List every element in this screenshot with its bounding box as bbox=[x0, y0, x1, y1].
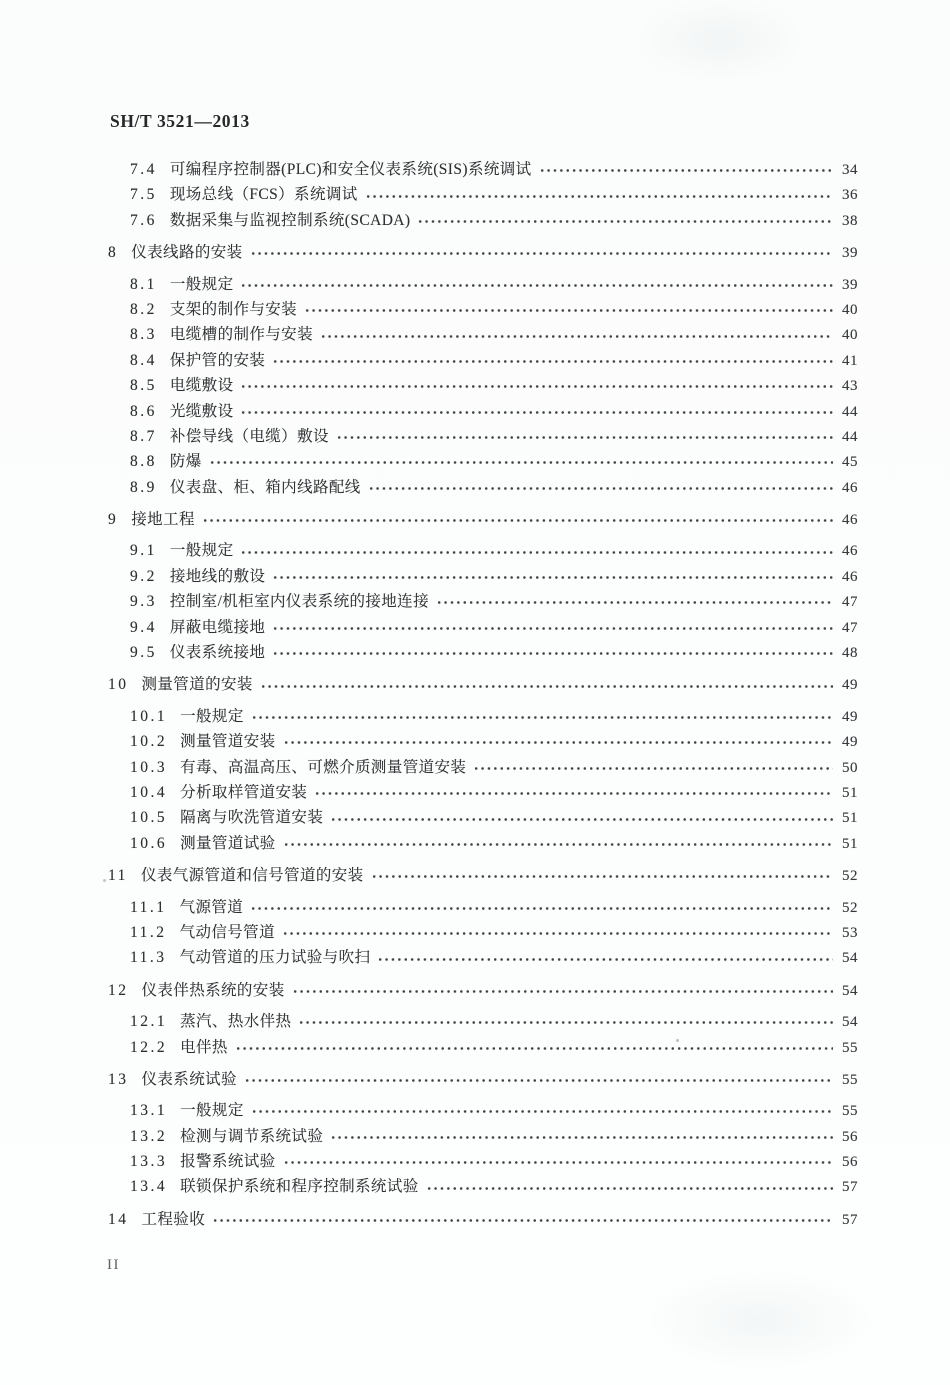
toc-entry-title: 光缆敷设 bbox=[169, 402, 234, 420]
page-number: II bbox=[107, 1257, 120, 1273]
toc-entry-page: 46 bbox=[842, 568, 858, 585]
toc-entry-title: 电缆敷设 bbox=[169, 377, 234, 395]
toc-entry-number: 11 bbox=[108, 867, 128, 885]
toc-entry-title: 检测与调节系统试验 bbox=[180, 1127, 324, 1145]
toc-entry-page: 47 bbox=[842, 619, 858, 636]
toc-entry-page: 56 bbox=[842, 1154, 858, 1171]
dot-leader bbox=[272, 625, 833, 632]
dot-leader bbox=[240, 409, 833, 416]
toc-entry-page: 41 bbox=[842, 352, 858, 369]
toc-entry bbox=[108, 507, 858, 532]
dot-leader bbox=[250, 905, 833, 912]
toc-entry-page: 38 bbox=[842, 212, 858, 229]
toc-entry-page: 34 bbox=[842, 162, 858, 178]
dot-leader bbox=[330, 816, 833, 823]
toc-entry bbox=[108, 589, 858, 614]
toc-entry-title: 保护管的安装 bbox=[169, 351, 266, 369]
dot-leader bbox=[368, 485, 833, 492]
toc-entry bbox=[108, 157, 858, 182]
toc-list bbox=[108, 157, 858, 1238]
toc-entry-number: 10.5 bbox=[130, 809, 168, 827]
document-standard-number: SH/T 3521—2013 bbox=[110, 111, 250, 131]
dot-leader bbox=[212, 1217, 833, 1224]
toc-entry-page: 57 bbox=[842, 1211, 858, 1228]
toc-entry-title: 接地工程 bbox=[131, 511, 195, 529]
toc-entry-title: 防爆 bbox=[169, 453, 202, 471]
toc-entry-page: 46 bbox=[842, 543, 858, 560]
toc-entry bbox=[108, 895, 858, 920]
toc-entry bbox=[108, 1035, 858, 1060]
toc-entry bbox=[108, 945, 858, 970]
toc-entry-number: 10.2 bbox=[130, 733, 168, 751]
toc-entry-title: 气动管道的压力试验与吹扫 bbox=[179, 949, 371, 967]
dot-leader bbox=[320, 333, 833, 340]
dot-leader bbox=[473, 765, 833, 772]
toc-entry-title: 数据采集与监视控制系统(SCADA) bbox=[169, 211, 411, 229]
toc-entry-title: 工程验收 bbox=[141, 1210, 206, 1228]
toc-entry bbox=[108, 272, 858, 297]
toc-entry-title: 屏蔽电缆接地 bbox=[169, 618, 266, 636]
toc-entry bbox=[108, 399, 858, 424]
toc-entry-title: 仪表系统试验 bbox=[141, 1070, 237, 1088]
toc-entry bbox=[108, 322, 858, 347]
toc-entry-title: 仪表气源管道和信号管道的安装 bbox=[140, 867, 364, 885]
toc-entry-number: 8.3 bbox=[130, 326, 157, 344]
dot-leader bbox=[292, 988, 833, 995]
toc-entry-page: 48 bbox=[842, 645, 858, 662]
toc-entry bbox=[108, 831, 858, 856]
toc-entry-title: 气源管道 bbox=[179, 898, 244, 916]
toc-entry-number: 10 bbox=[108, 676, 129, 694]
dot-leader bbox=[371, 873, 833, 880]
toc-entry-number: 12 bbox=[108, 981, 129, 999]
toc-entry-number: 13 bbox=[108, 1070, 129, 1088]
toc-entry-title: 仪表盘、柜、箱内线路配线 bbox=[169, 478, 361, 496]
dot-leader bbox=[202, 517, 833, 524]
toc-entry bbox=[108, 424, 858, 449]
toc-entry-page: 55 bbox=[842, 1039, 858, 1056]
toc-entry-number: 7.4 bbox=[130, 161, 157, 178]
toc-entry-title: 气动信号管道 bbox=[179, 923, 275, 941]
dot-leader bbox=[282, 930, 833, 937]
toc-entry-title: 接地线的敷设 bbox=[169, 567, 266, 585]
dot-leader bbox=[417, 218, 833, 225]
toc-entry-number: 9.2 bbox=[130, 567, 157, 585]
dot-leader bbox=[251, 714, 833, 721]
toc-entry-title: 控制室/机柜室内仪表系统的接地连接 bbox=[169, 593, 429, 611]
toc-entry-title: 分析取样管道安装 bbox=[180, 783, 308, 801]
toc-entry-number: 14 bbox=[108, 1210, 129, 1228]
scan-speck bbox=[103, 879, 106, 882]
toc-entry-page: 54 bbox=[842, 1014, 858, 1031]
dot-leader bbox=[365, 193, 833, 200]
toc-entry-title: 补偿导线（电缆）敷设 bbox=[169, 427, 329, 445]
toc-entry bbox=[108, 1149, 858, 1174]
dot-leader bbox=[235, 1045, 833, 1052]
toc-entry bbox=[108, 780, 858, 805]
toc-entry bbox=[108, 640, 858, 665]
toc-entry-page: 55 bbox=[842, 1103, 858, 1120]
toc-entry-number: 9 bbox=[108, 511, 119, 529]
toc-entry bbox=[108, 564, 858, 589]
dot-leader bbox=[240, 383, 833, 390]
toc-entry-page: 49 bbox=[842, 734, 858, 751]
scan-speck bbox=[676, 1039, 679, 1042]
dot-leader bbox=[283, 739, 833, 746]
toc-entry-title: 仪表线路的安装 bbox=[131, 244, 243, 262]
toc-entry-page: 39 bbox=[842, 245, 858, 262]
toc-entry bbox=[108, 475, 858, 500]
toc-entry-page: 54 bbox=[842, 950, 858, 967]
toc-entry-page: 43 bbox=[842, 378, 858, 395]
toc-entry-page: 39 bbox=[842, 276, 858, 293]
toc-entry-title: 仪表伴热系统的安装 bbox=[141, 981, 285, 999]
toc-entry-title: 现场总线（FCS）系统调试 bbox=[169, 186, 358, 204]
toc-entry-title: 支架的制作与安装 bbox=[169, 300, 298, 318]
toc-entry-number: 10.3 bbox=[130, 758, 168, 776]
toc-entry-number: 11.3 bbox=[130, 949, 167, 967]
toc-entry-title: 一般规定 bbox=[169, 275, 234, 293]
toc-entry-title: 电缆槽的制作与安装 bbox=[169, 326, 313, 344]
toc-entry bbox=[108, 672, 858, 697]
toc-entry-number: 13.2 bbox=[130, 1127, 168, 1145]
toc-entry-number: 8.1 bbox=[130, 275, 157, 293]
toc-entry-page: 40 bbox=[842, 301, 858, 318]
toc-entry-title: 有毒、高温高压、可燃介质测量管道安装 bbox=[180, 758, 467, 776]
toc-entry-number: 9.3 bbox=[130, 593, 157, 611]
toc-entry-number: 8.7 bbox=[130, 427, 157, 445]
dot-leader bbox=[539, 167, 833, 174]
toc-entry-page: 45 bbox=[842, 454, 858, 471]
toc-entry-page: 51 bbox=[842, 810, 858, 827]
toc-entry bbox=[108, 1067, 858, 1092]
toc-entry-title: 蒸汽、热水伴热 bbox=[180, 1013, 292, 1031]
dot-leader bbox=[240, 282, 833, 289]
toc-entry bbox=[108, 978, 858, 1003]
toc-entry-number: 10.1 bbox=[130, 707, 168, 725]
toc-entry bbox=[108, 805, 858, 830]
toc-entry-page: 56 bbox=[842, 1128, 858, 1145]
toc-entry bbox=[108, 297, 858, 322]
toc-entry-page: 49 bbox=[842, 708, 858, 725]
toc-entry-title: 测量管道的安装 bbox=[141, 676, 253, 694]
toc-entry-title: 一般规定 bbox=[180, 1102, 244, 1120]
toc-entry-page: 36 bbox=[842, 187, 858, 204]
toc-entry-number: 10.6 bbox=[130, 834, 168, 852]
dot-leader bbox=[260, 683, 833, 690]
toc-entry bbox=[108, 615, 858, 640]
toc-entry-title: 测量管道安装 bbox=[180, 733, 276, 751]
toc-entry-number: 8.5 bbox=[130, 377, 157, 395]
toc-entry-page: 54 bbox=[842, 982, 858, 999]
dot-leader bbox=[272, 574, 833, 581]
dot-leader bbox=[377, 956, 833, 963]
toc-entry bbox=[108, 208, 858, 233]
dot-leader bbox=[250, 250, 833, 257]
dot-leader bbox=[426, 1185, 833, 1192]
toc-entry-title: 测量管道试验 bbox=[180, 834, 276, 852]
toc-entry-number: 8.8 bbox=[130, 453, 157, 471]
dot-leader bbox=[304, 307, 833, 314]
toc-entry-number: 8.6 bbox=[130, 402, 157, 420]
toc-entry-number: 8.4 bbox=[130, 351, 157, 369]
toc-entry-page: 52 bbox=[842, 899, 858, 916]
toc-entry-number: 9.5 bbox=[130, 644, 157, 662]
toc-entry-number: 7.6 bbox=[130, 211, 157, 229]
toc-entry-page: 40 bbox=[842, 327, 858, 344]
toc-entry-page: 44 bbox=[842, 428, 858, 445]
toc-entry-title: 一般规定 bbox=[169, 542, 234, 560]
toc-entry-number: 10.4 bbox=[130, 783, 168, 801]
toc-entry-page: 57 bbox=[842, 1179, 858, 1196]
toc-entry-page: 47 bbox=[842, 594, 858, 611]
toc-entry-page: 51 bbox=[842, 835, 858, 852]
toc-entry-number: 12.2 bbox=[130, 1038, 168, 1056]
toc-entry-page: 46 bbox=[842, 479, 858, 496]
toc-entry-page: 51 bbox=[842, 784, 858, 801]
dot-leader bbox=[283, 1159, 833, 1166]
toc-entry-title: 一般规定 bbox=[180, 707, 244, 725]
dot-leader bbox=[272, 358, 833, 365]
toc-entry-page: 55 bbox=[842, 1071, 858, 1088]
toc-entry-number: 11.2 bbox=[130, 923, 167, 941]
toc-entry-number: 8.9 bbox=[130, 478, 157, 496]
toc-entry bbox=[108, 373, 858, 398]
toc-entry bbox=[108, 449, 858, 474]
toc-entry-number: 11.1 bbox=[130, 898, 167, 916]
toc-entry-number: 12.1 bbox=[130, 1013, 168, 1031]
toc-entry-page: 49 bbox=[842, 677, 858, 694]
toc-entry bbox=[108, 182, 858, 207]
dot-leader bbox=[314, 790, 833, 797]
dot-leader bbox=[244, 1077, 833, 1084]
toc-entry bbox=[108, 1124, 858, 1149]
toc-entry-page: 46 bbox=[842, 512, 858, 529]
toc-entry bbox=[108, 755, 858, 780]
toc-entry bbox=[108, 863, 858, 888]
dot-leader bbox=[240, 549, 833, 556]
dot-leader bbox=[436, 599, 833, 606]
dot-leader bbox=[251, 1108, 833, 1115]
toc-entry-page: 50 bbox=[842, 759, 858, 776]
toc-entry-number: 9.1 bbox=[130, 542, 157, 560]
toc-entry bbox=[108, 920, 858, 945]
toc-entry-number: 8.2 bbox=[130, 300, 157, 318]
toc-entry bbox=[108, 704, 858, 729]
toc-entry-title: 仪表系统接地 bbox=[169, 644, 266, 662]
toc-entry-number: 13.1 bbox=[130, 1102, 168, 1120]
toc-entry-title: 电伴热 bbox=[180, 1038, 228, 1056]
dot-leader bbox=[272, 650, 833, 657]
toc-entry bbox=[108, 1098, 858, 1123]
toc-entry-number: 13.3 bbox=[130, 1153, 168, 1171]
toc-entry bbox=[108, 1207, 858, 1232]
toc-entry-page: 52 bbox=[842, 868, 858, 885]
toc-entry-title: 可编程序控制器(PLC)和安全仪表系统(SIS)系统调试 bbox=[169, 161, 532, 178]
toc-entry-number: 7.5 bbox=[130, 186, 157, 204]
toc-entry bbox=[108, 240, 858, 265]
toc-entry-page: 44 bbox=[842, 403, 858, 420]
toc-entry bbox=[108, 1174, 858, 1199]
dot-leader bbox=[283, 841, 833, 848]
toc-entry-number: 13.4 bbox=[130, 1178, 168, 1196]
dot-leader bbox=[330, 1134, 833, 1141]
toc-entry-title: 报警系统试验 bbox=[180, 1153, 276, 1171]
toc-entry bbox=[108, 538, 858, 563]
toc-entry-title: 联锁保护系统和程序控制系统试验 bbox=[180, 1178, 419, 1196]
dot-leader bbox=[209, 459, 833, 466]
toc-entry-page: 53 bbox=[842, 924, 858, 941]
toc-entry-title: 隔离与吹洗管道安装 bbox=[180, 809, 324, 827]
toc-entry-number: 8 bbox=[108, 244, 119, 262]
toc-entry bbox=[108, 729, 858, 754]
toc-entry bbox=[108, 1009, 858, 1034]
dot-leader bbox=[298, 1019, 833, 1026]
toc-entry bbox=[108, 348, 858, 373]
dot-leader bbox=[336, 434, 833, 441]
toc-entry-number: 9.4 bbox=[130, 618, 157, 636]
